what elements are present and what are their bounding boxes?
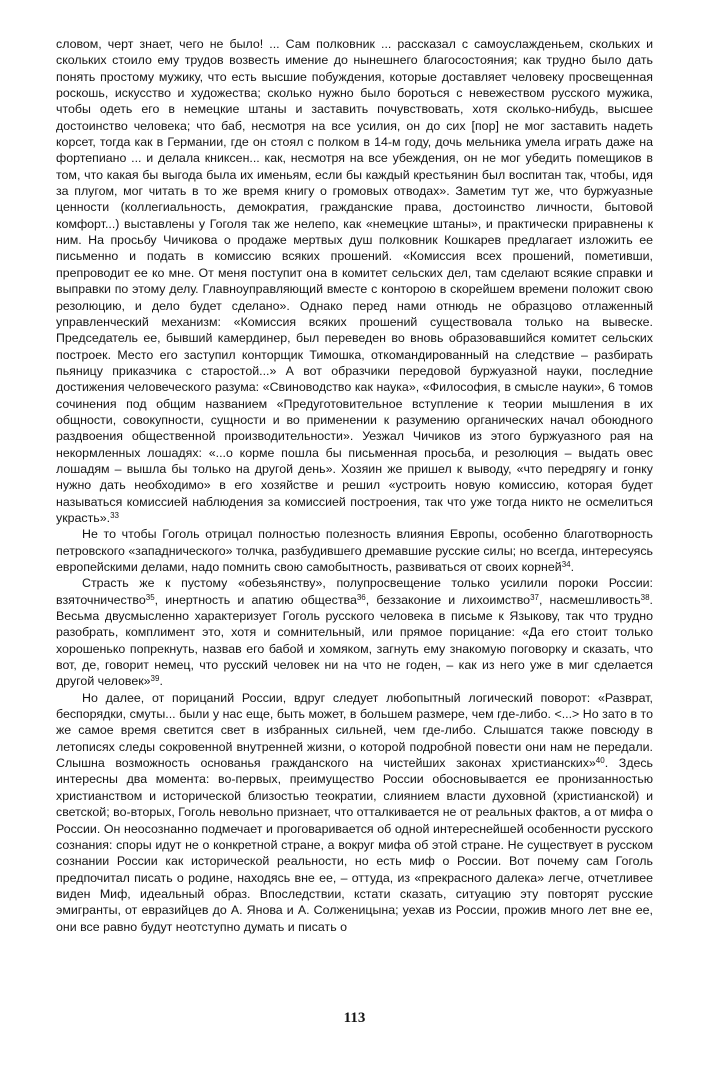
footnote-ref: 37: [530, 592, 539, 602]
footnote-ref: 34: [561, 560, 571, 569]
footnote-ref: 33: [110, 510, 119, 520]
text-run: , инертность и апатию общества: [154, 592, 357, 607]
text-run: Не то чтобы Гоголь отрицал полностью полезность влияния Европы, особенно благотворность петровского «западнического» толчка, разбудившего дремавшие русские силы; но всегда, интересуясь европейскими делами, надо помнить свою самобытность, развиваться от своих корней: [56, 527, 653, 574]
text-run: . Здесь интересны два момента: во-первых, преимущество России обосновывается ее пронизанностью христианством и исторической близостью теократии, слиянием власти духовной (христианской) и светской; во-вторых, Гоголь невольно признает, что отталкивается не от реальных фактов, а от мифа о России. Он неосознанно подмечает и проговаривается об одной интереснейшей особенности русского сознания: споры идут не о конкретной стране, а вокруг мифа об этой стране. Не существует в русском сознании России как исторической реальности, но есть миф о России. Вот почему сам Гоголь предпочитал писать о родине, находясь вне ее, – оттуда, из «прекрасного далека» легче, отчетливее виден Миф, идеальный образ. Впоследствии, кстати сказать, ситуацию эту повторят русские эмигранты, от евразийцев до А. Янова и А. Солженицына; уехав из России, прожив много лет вне ее, они все равно будут неотступно думать и писать о: [56, 756, 653, 934]
footnote-ref: 38: [640, 592, 650, 602]
text-run: , беззаконие и лихоимство: [365, 592, 531, 607]
text-run: Страсть же к пустому «обезьянству», полупросвещение только усилили пороки России: взяточничество: [56, 576, 653, 607]
paragraph-3: [56, 575, 653, 689]
footnote-ref: 39: [150, 674, 160, 684]
text-run: .: [570, 560, 575, 574]
text-run: . Весьма двусмысленно характеризует Гоголь русского человека в письме к Языкову, так что трудно разобрать, комплимент это, хотя и сомнительный, или прямое порицание: «Да его стоит только хорошенько попрекнуть, назвав его бабой и хомяком, загнуть ему знакомую поговорку и сказать, что вот, де, говорит немец, что русский человек ни на что не годен, – как из него уже в миг сделается другой человек»: [56, 592, 653, 689]
footnote-ref: 40: [595, 756, 605, 766]
page-body: [56, 36, 653, 935]
page-number: 113: [343, 1010, 366, 1026]
text-run: Но далее, от порицаний России, вдруг следует любопытный логический поворот: «Разврат, беспорядки, смуты... были у нас еще, быть может, в большем размере, чем где-либо. <...> Но зато в то же самое время светится свет в избранных сильней, чем где-либо. Слышатся также повсюду в летописях следы сокровенной внутренней жизни, о которой подробной повести они нам не передали. Слышна возможность основанья гражданского на чистейших законах христианских»: [56, 690, 653, 771]
paragraph-4: [56, 690, 653, 935]
footnote-ref: 35: [145, 592, 155, 602]
paragraph-2: [56, 526, 653, 575]
text-run: словом, черт знает, чего не было! ... Сам полковник ... рассказал с самоуслажденьем, скольких и скольких стоило ему трудов возвесть имение до нынешнего благосостояния; как трудно было дать понять простому мужику, что есть высшие побуждения, которые доставляет человеку просвещенная роскошь, искусство и художества; сколько нужно было бороться с невежеством русского мужика, чтобы одеть его в немецкие штаны и заставить почувствовать, хотя сколько-нибудь, высшее достоинство человека; что баб, несмотря на все усилия, он до сих [пор] не мог заставить надеть корсет, тогда как в Германии, где он стоял с полком в 14-м году, дочь мельника умела играть даже на фортепиано ... и делала книксен... как, несмотря на все убеждения, он не мог убедить помещиков в том, что какая бы выгода была их именьям, если бы каждый крестьянин был воспитан так, чтобы, идя за плугом, мог читать в то же время книгу о громовых отводах». Заметим тут же, что буржуазные ценности (коллегиальность, демократия, гражданские права, достоинство личности, бытовой комфорт...) выставлены у Гоголя так же нелепо, как «немецкие штаны», и практически приравнены к ним. На просьбу Чичикова о продаже мертвых душ полковник Кошкарев предлагает изложить ее письменно и подать в комиссию всяких прошений. «Комиссия всех прошений, пометивши, препроводит ее ко мне. От меня поступит она в комитет сельских дел, там сделают всякие справки и выправки по этому делу. Главноуправляющий вместе с конторою в скорейшем времени положит свою резолюцию, и дело будет сделано». Однако перед нами отнюдь не образцово отлаженный управленческий механизм: «Комиссия всяких прошений существовала только на вывеске. Председатель ее, бывший камердинер, был переведен во вновь образовавшийся комитет сельских построек. Место его заступил конторщик Тимошка, откомандированный на следствие – разбирать пьяницу приказчика с старостой...» А вот образчики передовой буржуазной науки, последние достижения человеческого разума: «Свиноводство как наука», «Философия, в смысле науки», 6 томов сочинения под общим названием «Предуготовительное вступление к теории мышления в их общности, совокупности, сущности и во применении к разумению органических начал обоюдного раздвоения общественной производительности». Уезжал Чичиков из этого буржуазного рая на некормленных лошадях: «...о корме пошла бы письменная просьба, и резолюция – выдать овес лошадям – вышла бы только на другой день». Хозяин же пришел к выводу, «что передрягу и гонку нужно дать необходимо» в его хозяйстве и решил «устроить новую комиссию, которая будет называться комиссией наблюдения за комиссией построения, так что уже тогда никто не осмелиться украсть»: [56, 37, 653, 525]
paragraph-1: [56, 36, 653, 526]
footnote-ref: 36: [356, 592, 366, 602]
text-run: .: [106, 510, 111, 525]
text-run: , насмешливость: [538, 592, 641, 607]
text-run: .: [159, 674, 163, 689]
